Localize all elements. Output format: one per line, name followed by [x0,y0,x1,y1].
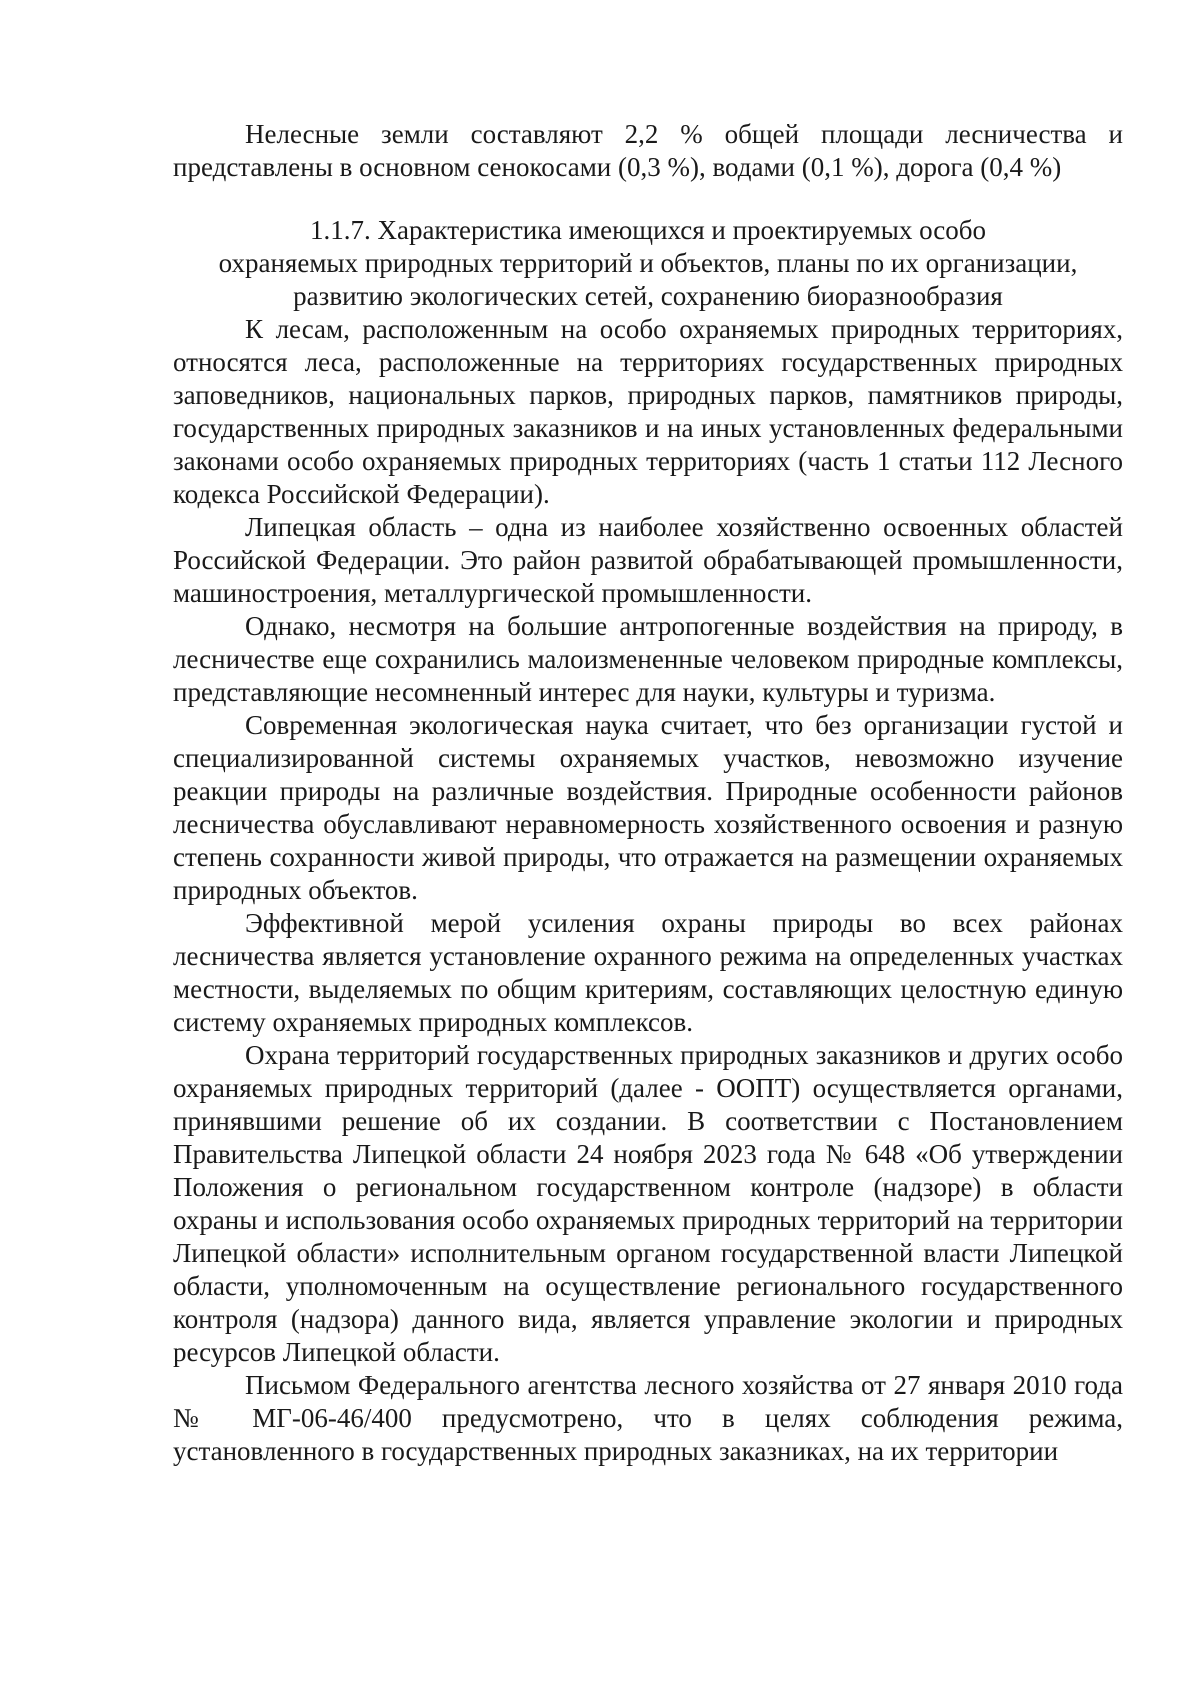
paragraph-federal-agency-letter: Письмом Федерального агентства лесного хозяйства от 27 января 2010 года № МГ-06-46/400 предусмотрено, что в целях соблюдения режима, установленного в государственных природных заказниках, на их территории [173,1370,1123,1466]
paragraph-protected-forests: К лесам, расположенным на особо охраняемых природных территориях, относятся леса, расположенные на территориях государственных природных заповедников, национальных парков, природных парков, памятников природы, государственных природных заказников и на иных установленных федеральными законами особо охраняемых природных территориях (часть 1 статьи 112 Лесного кодекса Российской Федерации). [173,314,1123,509]
paragraph-lipetsk-region: Липецкая область – одна из наиболее хозяйственно освоенных областей Российской Федерации. Это район развитой обрабатывающей промышленности, машиностроения, металлургической промышленности. [173,512,1123,608]
section-heading-line-3: развитию экологических сетей, сохранению биоразнообразия [293,281,1003,311]
paragraph-natural-complexes: Однако, несмотря на большие антропогенные воздействия на природу, в лесничестве еще сохранились малоизмененные человеком природные комплексы, представляющие несомненный интерес для науки, культуры и туризма. [173,611,1123,707]
section-heading [173,214,1123,313]
paragraph-protection-regime: Эффективной мерой усиления охраны природы во всех районах лесничества является установление охранного режима на определенных участках местности, выделяемых по общим критериям, составляющих целостную единую систему охраняемых природных комплексов. [173,908,1123,1037]
intro-paragraph: Нелесные земли составляют 2,2 % общей площади лесничества и представлены в основном сенокосами (0,3 %), водами (0,1 %), дорога (0,4 %) [173,119,1123,182]
paragraph-ecological-science: Современная экологическая наука считает, что без организации густой и специализированной системы охраняемых участков, невозможно изучение реакции природы на различные воздействия. Природные особенности районов лесничества обуславливают неравномерность хозяйственного освоения и разную степень сохранности живой природы, что отражается на размещении охраняемых природных объектов. [173,710,1123,905]
section-heading-line-1: 1.1.7. Характеристика имеющихся и проектируемых особо [309,215,987,245]
section-heading-line-2: охраняемых природных территорий и объектов, планы по их организации, [218,248,1078,278]
document-page [173,118,1123,1468]
paragraph-oopt-protection: Охрана территорий государственных природных заказников и других особо охраняемых природных территорий (далее - ООПТ) осуществляется органами, принявшими решение об их создании. В соответствии с Постановлением Правительства Липецкой области 24 ноября 2023 года № 648 «Об утверждении Положения о региональном государственном контроле (надзоре) в области охраны и использования особо охраняемых природных территорий на территории Липецкой области» исполнительным органом государственной власти Липецкой области, уполномоченным на осуществление регионального государственного контроля (надзора) данного вида, является управление экологии и природных ресурсов Липецкой области. [173,1040,1123,1367]
